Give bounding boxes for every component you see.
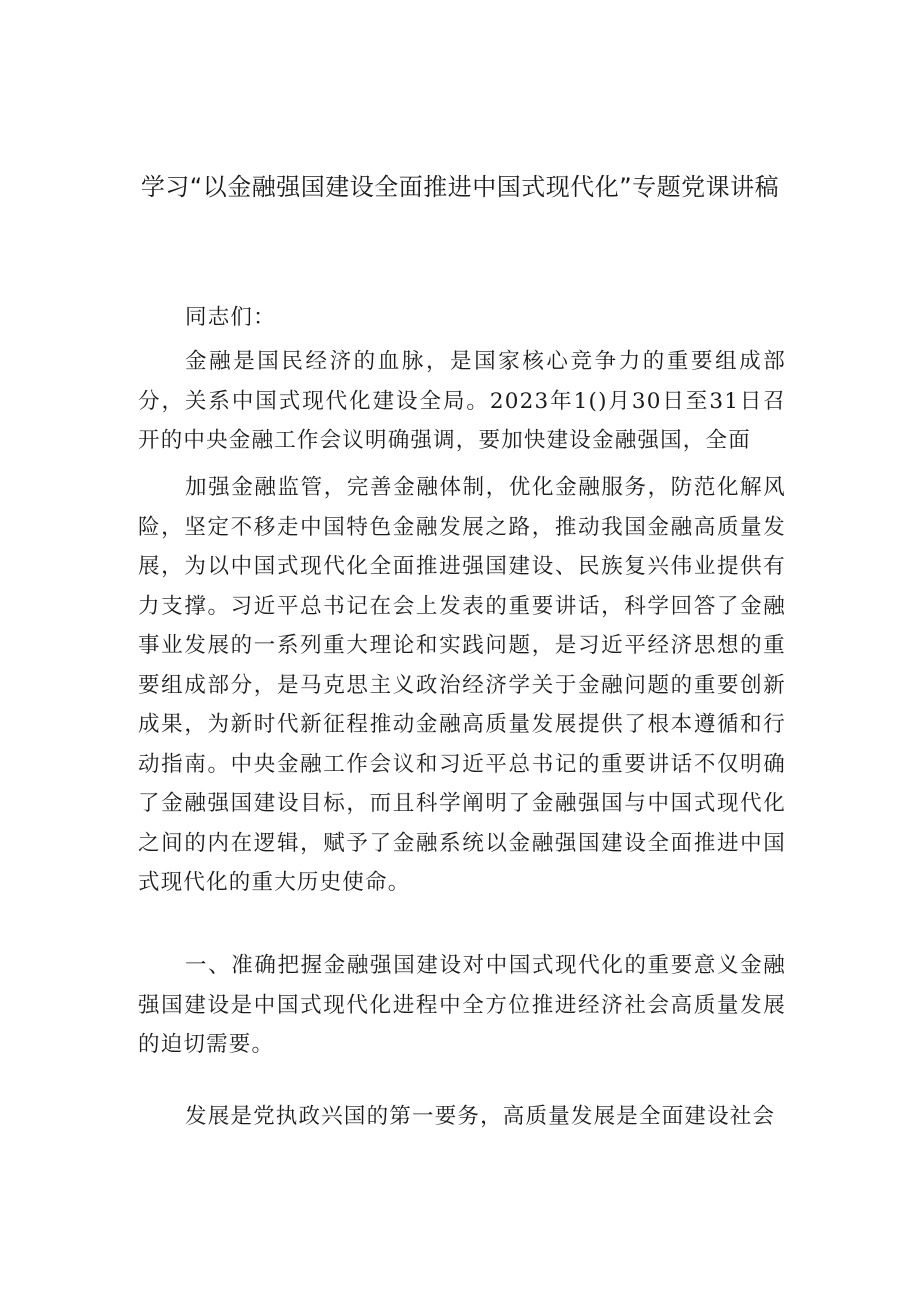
salutation: 同志们： bbox=[185, 305, 276, 330]
document-title: 学习“以金融强国建设全面推进中国式现代化”专题党课讲稿 bbox=[140, 173, 780, 201]
paragraph-main: 加强金融监管，完善金融体制，优化金融服务，防范化解风险，坚定不移走中国特色金融发展之路，推动我国金融高质量发展，为以中国式现代化全面推进强国建设、民族复兴伟业提供有力支撑。习近平总书记在会上发表的重要讲话，科学回答了金融事业发展的一系列重大理论和实践问题，是习近平经济思想的重要组成部分，是马克思主义政治经济学关于金融问题的重要创新成果，为新时代新征程推动金融高质量发展提供了根本遵循和行动指南。中央金融工作会议和习近平总书记的重要讲话不仅明确了金融强国建设目标，而且科学阐明了金融强国与中国式现代化之间的内在逻辑，赋予了金融系统以金融强国建设全面推进中国式现代化的重大历史使命。 bbox=[138, 475, 786, 895]
paragraph-intro: 金融是国民经济的血脉，是国家核心竞争力的重要组成部分，关系中国式现代化建设全局。2023年1()月30日至31日召开的中央金融工作会议明确强调，要加快建设金融强国，全面 bbox=[138, 349, 786, 453]
paragraph-development: 发展是党执政兴国的第一要务，高质量发展是全面建设社会 bbox=[185, 1104, 776, 1129]
paragraph-section-one: 一、准确把握金融强国建设对中国式现代化的重要意义金融强国建设是中国式现代化进程中全方位推进经济社会高质量发展的迫切需要。 bbox=[138, 953, 786, 1057]
